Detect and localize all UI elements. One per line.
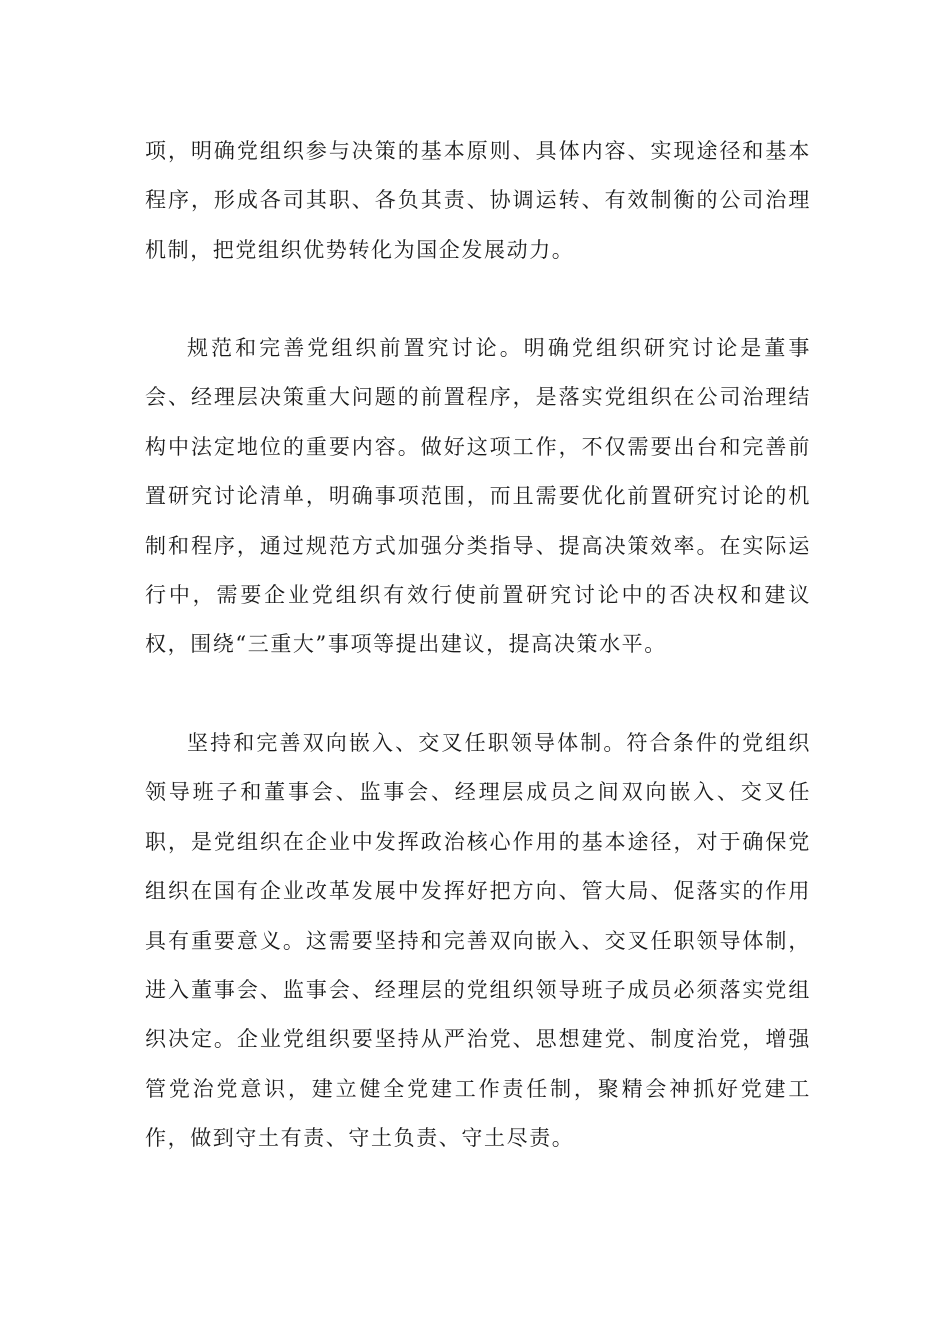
paragraph-preliminary-discussion: 规范和完善党组织前置究讨论。明确党组织研究讨论是董事会、经理层决策重大问题的前置程序，是落实党组织在公司治理结构中法定地位的重要内容。做好这项工作，不仅需要出台和完善前置研究讨论清单，明确事项范围，而且需要优化前置研究讨论的机制和程序，通过规范方式加强分类指导、提高决策效率。在实际运行中，需要企业党组织有效行使前置研究讨论中的否决权和建议权，围绕“三重大”事项等提出建议，提高决策水平。 (145, 336, 811, 657)
paragraph-continuation: 项，明确党组织参与决策的基本原则、具体内容、实现途径和基本程序，形成各司其职、各负其责、协调运转、有效制衡的公司治理机制，把党组织优势转化为国企发展动力。 (145, 139, 811, 262)
paragraph-dual-embedding: 坚持和完善双向嵌入、交叉任职领导体制。符合条件的党组织领导班子和董事会、监事会、经理层成员之间双向嵌入、交叉任职，是党组织在企业中发挥政治核心作用的基本途径，对于确保党组织在国有企业改革发展中发挥好把方向、管大局、促落实的作用具有重要意义。这需要坚持和完善双向嵌入、交叉任职领导体制，进入董事会、监事会、经理层的党组织领导班子成员必须落实党组织决定。企业党组织要坚持从严治党、思想建党、制度治党，增强管党治党意识，建立健全党建工作责任制，聚精会神抓好党建工作，做到守土有责、守土负责、守土尽责。 (145, 731, 811, 1151)
